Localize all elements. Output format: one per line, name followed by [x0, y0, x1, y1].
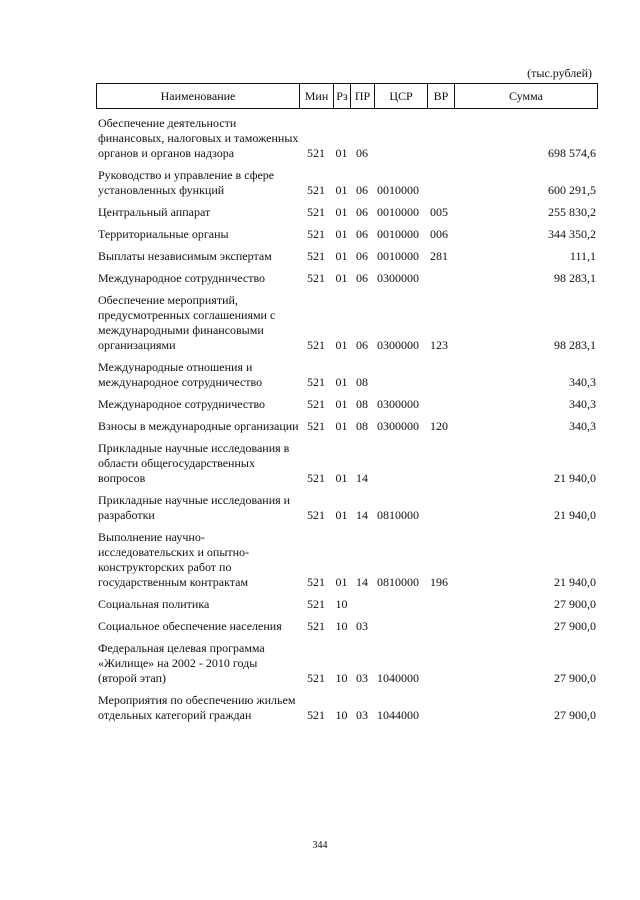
table-row — [96, 271, 598, 286]
page-number: 344 — [312, 840, 328, 851]
row-vr: 006 — [430, 227, 448, 241]
table-row — [96, 693, 598, 723]
row-pr: 03 — [356, 619, 368, 633]
row-csr: 0300000 — [377, 338, 419, 352]
row-rz: 01 — [335, 227, 348, 241]
row-min: 521 — [307, 338, 325, 352]
row-sum: 340,3 — [569, 419, 596, 433]
header-name: Наименование — [97, 84, 300, 108]
row-pr: 08 — [356, 397, 368, 411]
row-pr: 08 — [356, 375, 368, 389]
row-sum: 98 283,1 — [554, 271, 596, 285]
row-rz: 01 — [335, 146, 348, 160]
row-name: Международные отношения и международное сотрудничество — [98, 360, 263, 389]
header-csr: ЦСР — [375, 84, 428, 108]
row-csr: 0010000 — [377, 249, 419, 263]
row-vr: 120 — [430, 419, 448, 433]
row-sum: 21 940,0 — [554, 471, 596, 485]
table-row — [96, 249, 598, 264]
row-vr: 123 — [430, 338, 448, 352]
row-name: Прикладные научные исследования в области общегосударственных вопросов — [98, 441, 290, 485]
row-rz: 10 — [335, 708, 348, 722]
row-rz: 01 — [335, 249, 348, 263]
row-sum: 27 900,0 — [554, 708, 596, 722]
row-pr: 06 — [356, 249, 368, 263]
row-rz: 01 — [335, 397, 348, 411]
row-csr: 0810000 — [377, 575, 419, 589]
row-csr: 0300000 — [377, 397, 419, 411]
row-name: Выплаты независимым экспертам — [98, 249, 272, 263]
row-rz: 01 — [335, 183, 348, 197]
header-sum: Сумма — [509, 88, 543, 103]
table-row — [96, 641, 598, 686]
row-min: 521 — [307, 146, 325, 160]
row-vr: 196 — [430, 575, 448, 589]
table-row — [96, 360, 598, 390]
row-rz: 10 — [335, 597, 348, 611]
row-min: 521 — [307, 471, 325, 485]
row-csr: 1040000 — [377, 671, 419, 685]
row-csr: 0010000 — [377, 227, 419, 241]
row-min: 521 — [307, 671, 325, 685]
table-row — [96, 493, 598, 523]
row-min: 521 — [307, 419, 325, 433]
row-pr: 06 — [356, 271, 368, 285]
row-pr: 08 — [356, 419, 368, 433]
row-sum: 255 830,2 — [548, 205, 596, 219]
row-sum: 340,3 — [569, 375, 596, 389]
row-csr: 0010000 — [377, 205, 419, 219]
row-pr: 06 — [356, 227, 368, 241]
table-row — [96, 397, 598, 412]
header-vr: ВР — [428, 84, 455, 108]
row-min: 521 — [307, 249, 325, 263]
row-rz: 01 — [335, 508, 348, 522]
row-pr: 03 — [356, 671, 368, 685]
row-pr: 06 — [356, 205, 368, 219]
row-min: 521 — [307, 397, 325, 411]
row-rz: 01 — [335, 575, 348, 589]
row-rz: 01 — [335, 271, 348, 285]
row-rz: 10 — [335, 619, 348, 633]
row-name: Социальное обеспечение населения — [98, 619, 282, 633]
header-rz: Рз — [334, 84, 351, 108]
row-min: 521 — [307, 183, 325, 197]
row-pr: 03 — [356, 708, 368, 722]
table-row — [96, 116, 598, 161]
header-min: Мин — [300, 84, 334, 108]
row-name: Международное сотрудничество — [98, 397, 266, 411]
row-vr: 005 — [430, 205, 448, 219]
row-csr: 0300000 — [377, 419, 419, 433]
row-pr: 14 — [356, 575, 368, 589]
row-pr: 06 — [356, 338, 368, 352]
row-name: Прикладные научные исследования и разработки — [98, 493, 291, 522]
row-min: 521 — [307, 508, 325, 522]
row-sum: 98 283,1 — [554, 338, 596, 352]
row-min: 521 — [307, 619, 325, 633]
row-rz: 01 — [335, 375, 348, 389]
row-csr: 0810000 — [377, 508, 419, 522]
table-row — [96, 168, 598, 198]
table-row — [96, 227, 598, 242]
table-row — [96, 597, 598, 612]
row-name: Обеспечение деятельности финансовых, налоговых и таможенных органов и органов надзора — [98, 116, 299, 160]
row-sum: 340,3 — [569, 397, 596, 411]
row-sum: 27 900,0 — [554, 619, 596, 633]
row-min: 521 — [307, 227, 325, 241]
row-pr: 14 — [356, 471, 368, 485]
row-name: Центральный аппарат — [98, 205, 211, 219]
table-header — [96, 83, 598, 109]
row-sum: 698 574,6 — [548, 146, 596, 160]
row-rz: 01 — [335, 419, 348, 433]
row-pr: 06 — [356, 146, 368, 160]
row-name: Федеральная целевая программа «Жилище» на 2002 - 2010 годы (второй этап) — [98, 641, 265, 685]
row-min: 521 — [307, 597, 325, 611]
row-pr: 06 — [356, 183, 368, 197]
row-name: Мероприятия по обеспечению жильем отдельных категорий граждан — [98, 693, 296, 722]
row-sum: 344 350,2 — [548, 227, 596, 241]
row-sum: 27 900,0 — [554, 597, 596, 611]
table-row — [96, 205, 598, 220]
units-label: (тыс.рублей) — [527, 66, 592, 80]
row-min: 521 — [307, 375, 325, 389]
row-name: Международное сотрудничество — [98, 271, 266, 285]
row-sum: 21 940,0 — [554, 575, 596, 589]
row-name: Выполнение научно-исследовательских и опытно-конструкторских работ по государственным контрактам — [98, 530, 250, 589]
row-sum: 21 940,0 — [554, 508, 596, 522]
row-csr: 0300000 — [377, 271, 419, 285]
row-min: 521 — [307, 271, 325, 285]
row-sum: 111,1 — [569, 249, 596, 263]
table-row — [96, 441, 598, 486]
row-name: Руководство и управление в сфере установленных функций — [98, 168, 275, 197]
row-rz: 01 — [335, 205, 348, 219]
row-min: 521 — [307, 205, 325, 219]
row-csr: 0010000 — [377, 183, 419, 197]
table-row — [96, 530, 598, 590]
row-rz: 01 — [335, 471, 348, 485]
row-name: Обеспечение мероприятий, предусмотренных соглашениями с международными финансовыми организациями — [98, 293, 276, 352]
header-pr: ПР — [351, 84, 375, 108]
table-row — [96, 293, 598, 353]
table-body — [96, 116, 598, 730]
row-vr: 281 — [430, 249, 448, 263]
row-pr: 14 — [356, 508, 368, 522]
table-row — [96, 619, 598, 634]
row-rz: 10 — [335, 671, 348, 685]
row-name: Социальная политика — [98, 597, 210, 611]
row-name: Взносы в международные организации — [98, 419, 299, 433]
table-row — [96, 419, 598, 434]
row-csr: 1044000 — [377, 708, 419, 722]
row-sum: 27 900,0 — [554, 671, 596, 685]
row-rz: 01 — [335, 338, 348, 352]
row-min: 521 — [307, 708, 325, 722]
row-sum: 600 291,5 — [548, 183, 596, 197]
row-name: Территориальные органы — [98, 227, 229, 241]
row-min: 521 — [307, 575, 325, 589]
